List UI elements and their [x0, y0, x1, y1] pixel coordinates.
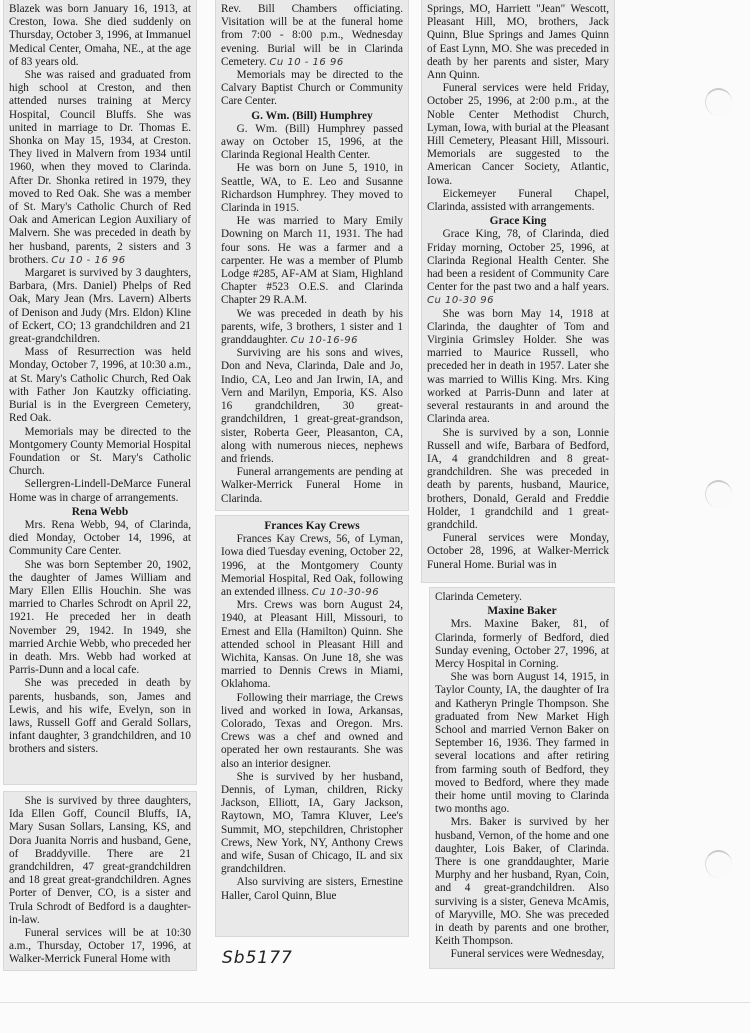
handwritten-date-note: Cu 10-16-96: [290, 335, 358, 347]
obit-paragraph: Funeral services will be at 10:30 a.m., Thursday, October 17, 1996, at Walker-Merrick Funeral Home with: [9, 927, 191, 966]
obit-paragraph: Funeral arrangements are pending at Walker-Merrick Funeral Home in Clarinda.: [221, 466, 403, 505]
obit-paragraph: Mrs. Rena Webb, 94, of Clarinda, died Monday, October 14, 1996, at Community Care Center.: [9, 518, 191, 558]
obit-paragraph: Funeral services were Monday, October 28, 1996, at Walker-Merrick Funeral Home. Burial was in: [427, 532, 609, 571]
handwritten-date-note: Cu 10 - 16 96: [51, 254, 126, 266]
obit-paragraph: She was born September 20, 1902, the daughter of James William and Mary Ellen Ellis Houchin. She was married to Charles Schrodt on April 22, 1921. He preceded her in death November 29, 1942. In 1949, she married Archie Webb, who preceded her in death. Mrs. Webb had worked at Parris-Dunn and a local cafe.: [9, 558, 191, 677]
obit-paragraph: She is survived by a son, Lonnie Russell and wife, Barbara of Bedford, IA, 4 grandchildren and 8 great-grandchildren. She was preceded in death by parents, husband, Maurice, brothers, Donald, Gerald and Freddie Holder, 1 grandchild and 1 great-grandchild.: [427, 426, 609, 531]
obit-paragraph: Margaret is survived by 3 daughters, Barbara, (Mrs. Daniel) Phelps of Red Oak, Mary Jean (Mrs. Lavern) Alberts of Denison and Judy (Mrs. Eldon) Kline of Eckert, CO; 13 grandchildren and 21 great-grandchildren.: [9, 267, 191, 346]
obituary-heading: Grace King: [489, 215, 547, 228]
obituary-heading: Rena Webb: [71, 505, 129, 518]
handwritten-date-note: Cu 10 - 16 96: [269, 56, 344, 68]
obit-paragraph: Surviving are his sons and wives, Don and Neva, Clarinda, Dale and Jo, Indio, CA, Leo and Jan Irwin, IA, and Vern and Marilyn, Emporia, KS. Also 16 grandchildren, 30 great-grandchildren, 1 great-great-grandson, sister, Roberta Geer, Pleasanton, CA, along with numerous nieces, nephews and friends.: [221, 347, 403, 465]
obit-paragraph: Funeral services were Wednesday,: [450, 948, 605, 961]
obituary-heading: Frances Kay Crews: [264, 520, 360, 532]
page-bottom-edge: [0, 1002, 750, 1003]
obit-paragraph: We was preceded in death by his parents, wife, 3 brothers, 1 sister and 1 granddaughter. Cu 10-16-96: [221, 307, 403, 347]
obit-paragraph: She was raised and graduated from high school at Creston, and then attended nurses training at Mercy Hospital, Council Bluffs. She was united in marriage to Dr. Thomas E. Shonka on May 15, 1934, at Creston. They lived in Malvern from 1934 until 1960, when they moved to Clarinda. After Dr. Shonka retired in 1979, they moved to Red Oak. She was a member of St. Mary's Catholic Church of Red Oak and American Legion Auxiliary of Malvern. She was preceded in death by her husband, parents, 2 sisters and 3 brothers. Cu 10 - 16 96: [9, 69, 191, 266]
clipping-crews: [216, 516, 408, 936]
obit-paragraph: Also surviving are sisters, Ernestine Haller, Carol Quinn, Blue: [221, 876, 403, 902]
punch-hole: [705, 88, 732, 116]
obit-paragraph: Mass of Resurrection was held Monday, October 7, 1996, at 10:30 a.m., at St. Mary's Catholic Church, Red Oak with Father Jon Kautzky officiating. Burial is in the Evergreen Cemetery, Red Oak.: [9, 346, 191, 425]
handwritten-date-note: Cu 10-30 96: [427, 295, 494, 307]
obit-paragraph: She is survived by her husband, Dennis, of Lyman, children, Ricky Jackson, Elliott, IA, Gary Jackson, Raytown, MO, Tamra Kluver, Lee's Summit, MO, stepchildren, Christopher Crews, New York, NY, Anthony Crews and wife, Susan of Chicago, IL and six grandchildren.: [221, 770, 403, 876]
obit-paragraph: She was preceded in death by parents, husbands, son, James and Lewis, and his wife, Evelyn, son in laws, Russell Goff and Gerald Sollars, infant daughter, 3 grandchildren, and 10 brothers and sisters.: [9, 677, 191, 756]
obit-paragraph: Rev. Bill Chambers officiating. Visitation will be at the funeral home from 7:00 - 8:00 p.m., Wednesday evening. Burial will be in Clarinda Cemetery. Cu 10 - 16 96: [221, 3, 403, 68]
punch-hole: [705, 850, 732, 878]
obit-paragraph: Mrs. Baker is survived by her husband, Vernon, of the home and one daughter, Lois Baker, of Clarinda. There is one granddaughter, Marie Murphy and her husband, Ryan, Coin, and 4 great-grandchildren. Also surviving is a sister, Geneva McAmis, of Maryville, MO. She was preceded in death by parents and one brother, Keith Thompson.: [435, 816, 609, 948]
obit-paragraph: Grace King, 78, of Clarinda, died Friday morning, October 25, 1996, at Clarinda Regional Health Center. She had been a resident of Community Care Center for the past two and a half years. Cu 10-30 96: [427, 228, 609, 307]
obit-paragraph: Clarinda Cemetery.: [435, 591, 522, 603]
handwritten-date-note: Cu 10-30-96: [311, 587, 380, 599]
clipping-webb-continued: [4, 792, 196, 970]
obit-paragraph: Blazek was born January 16, 1913, at Creston, Iowa. She died suddenly on Thursday, October 3, 1996, at Immanuel Medical Center, Omaha, NE., at the age of 83 years old.: [9, 3, 191, 68]
clipping-king: [422, 0, 614, 582]
obit-paragraph: She was born May 14, 1918 at Clarinda, the daughter of Tom and Virginia Grimsley Holder. She was married to Maurice Russell, who preceded her in death in 1957. Later she was married to Willis King. Mrs. King worked at Parris-Dunn and later at several restaurants in and around the Clarinda area.: [427, 307, 609, 426]
archive-code: Sb5177: [222, 948, 293, 968]
obit-paragraph: Mrs. Crews was born August 24, 1940, at Pleasant Hill, Missouri, to Ernest and Ella (Hamilton) Quinn. She attended school in Pleasant Hill and Wichita, Kansas. On June 18, she was married to Dennis Crews in Miami, Oklahoma.: [221, 599, 403, 691]
clipping-baker: [430, 588, 614, 968]
obit-paragraph: Springs, MO, Harriett "Jean" Wescott, Pleasant Hill, MO, brothers, Jack Quinn, Blue Springs and James Quinn of East Lynn, MO. She was preceded in death by her parents and sister, Mary Ann Quinn.: [427, 3, 609, 82]
obit-paragraph: Frances Kay Crews, 56, of Lyman, Iowa died Tuesday evening, October 22, 1996, at the Montgomery County Memorial Hospital, Red Oak, following an extended illness. Cu 10-30-96: [221, 533, 403, 599]
obituary-heading: G. Wm. (Bill) Humphrey: [251, 109, 373, 122]
clipping-humphrey: [216, 0, 408, 510]
obituary-heading: Maxine Baker: [487, 605, 557, 618]
obit-paragraph: Memorials may be directed to the Calvary Baptist Church or Community Care Center.: [221, 69, 403, 108]
obit-paragraph: He was married to Mary Emily Downing on March 11, 1931. The had four sons. He was a farmer and a carpenter. He was a member of Plumb Lodge #285, AF-AM at Siam, Highland Chapter #523 O.E.S. and Clarinda Chapter 29 R.A.M.: [221, 215, 403, 307]
obit-paragraph: Sellergren-Lindell-DeMarce Funeral Home was in charge of arrangements.: [9, 478, 191, 504]
obit-paragraph: Mrs. Maxine Baker, 81, of Clarinda, formerly of Bedford, died Sunday evening, October 27, 1996, at Mercy Hospital in Corning.: [435, 618, 609, 671]
punch-hole: [705, 480, 732, 508]
clipping-shonka-webb: [4, 0, 196, 784]
obit-paragraph: Following their marriage, the Crews lived and worked in Iowa, Arkansas, Colorado, Texas and Oregon. Mrs. Crews was a chef and owned and operated her own restaurants. She was also an interior designer.: [221, 691, 403, 770]
obit-paragraph: G. Wm. (Bill) Humphrey passed away on October 15, 1996, at the Clarinda Regional Health Center.: [221, 122, 403, 162]
obit-paragraph: She was born August 14, 1915, in Taylor County, IA, the daughter of Ira and Katheryn Pringle Thompson. She graduated from New Market High School and married Vernon Baker on September 16, 1936. They farmed in several locations and after retiring from farming south of Bedford, they moved to Bedford, where they made their home until moving to Clarinda two months ago.: [435, 671, 609, 816]
obit-paragraph: Memorials may be directed to the Montgomery County Memorial Hospital Foundation or St. Mary's Catholic Church.: [9, 425, 191, 478]
obit-paragraph: She is survived by three daughters, Ida Ellen Goff, Council Bluffs, IA, Mary Susan Sollars, Lansing, KS, and Dora Juanita Norris and husband, Gene, of Braddyville. There are 21 grandchildren, 47 great-grandchildren and 18 great great-grandchildren. Agnes Porter of Denver, CO, is a sister and Trula Schrodt of Bedford is a daughter-in-law.: [9, 795, 191, 926]
obit-paragraph: Funeral services were held Friday, October 25, 1996, at 2:00 p.m., at the Noble Center Methodist Church, Lyman, Iowa, with burial at the Pleasant Hill Cemetery, Pleasant Hill, Missouri. Memorials are suggested to the American Cancer Society, Atlantic, Iowa.: [427, 82, 609, 187]
obit-paragraph: He was born on June 5, 1910, in Seattle, WA, to E. Leo and Susanne Richardson Humphrey. They moved to Clarinda in 1915.: [221, 162, 403, 215]
obit-paragraph: Eickemeyer Funeral Chapel, Clarinda, assisted with arrangements.: [427, 187, 609, 214]
